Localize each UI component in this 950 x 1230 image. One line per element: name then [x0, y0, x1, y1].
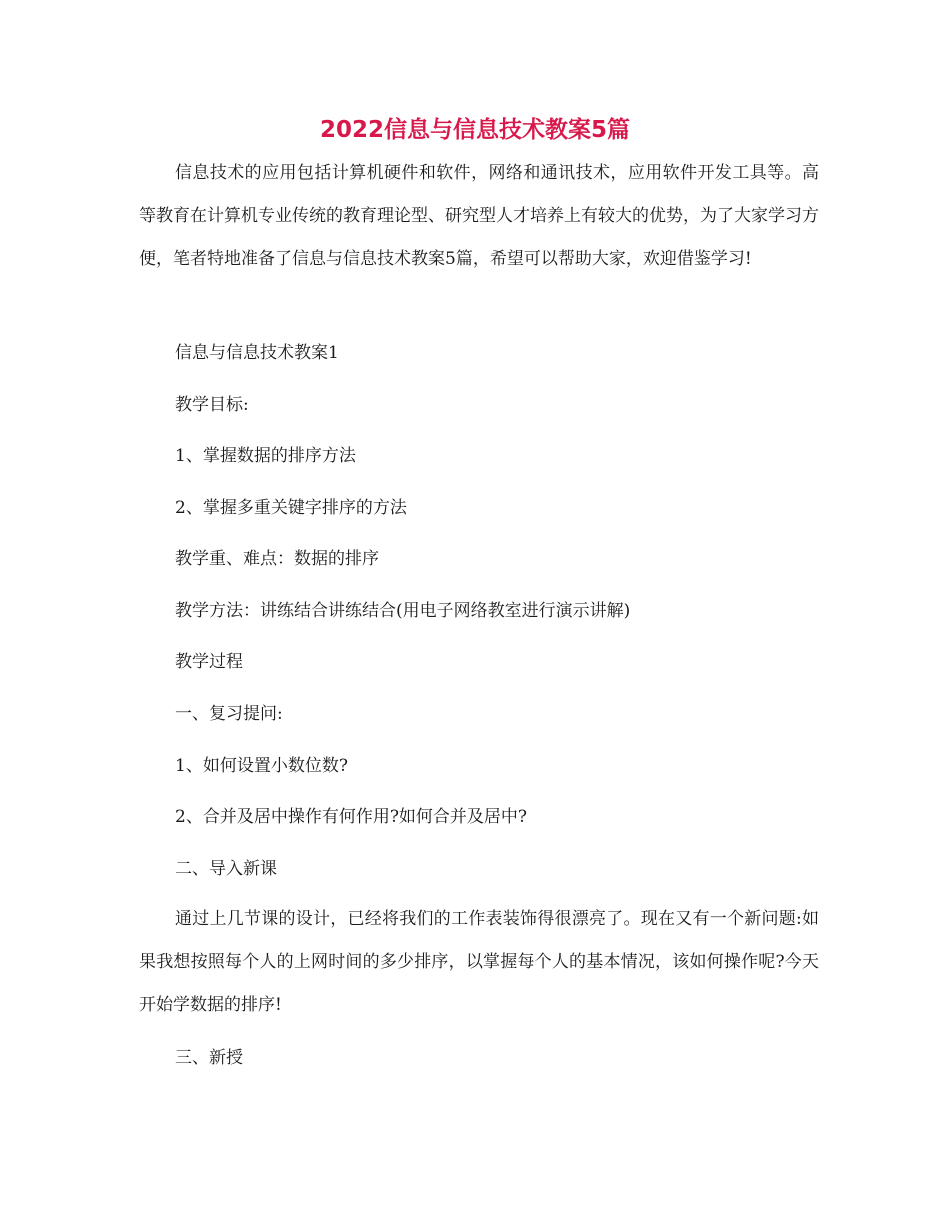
teaching-method: 教学方法：讲练结合讲练结合(用电子网络教室进行演示讲解)	[175, 601, 631, 621]
document-title: 2022信息与信息技术教案5篇	[319, 117, 631, 143]
goal-item-1: 1、掌握数据的排序方法	[175, 446, 356, 466]
review-heading: 一、复习提问:	[175, 704, 283, 724]
section-heading: 信息与信息技术教案1	[175, 343, 339, 363]
goal-item-2: 2、掌握多重关键字排序的方法	[175, 498, 407, 518]
new-lesson-heading: 三、新授	[175, 1048, 243, 1068]
review-question-1: 1、如何设置小数位数?	[175, 756, 348, 776]
process-heading: 教学过程	[175, 652, 243, 672]
goals-label: 教学目标:	[175, 395, 249, 415]
key-points: 教学重、难点：数据的排序	[175, 549, 379, 569]
intro-lesson-heading: 二、导入新课	[175, 859, 277, 879]
review-question-2: 2、合并及居中操作有何作用?如何合并及居中?	[175, 807, 528, 827]
intro-paragraph: 信息技术的应用包括计算机硬件和软件，网络和通讯技术，应用软件开发工具等。高等教育在计算机专业传统的教育理论型、研究型人才培养上有较大的优势，为了大家学习方便，笔者特地准备了信息与信息技术教案5篇，希望可以帮助大家，欢迎借鉴学习!	[139, 163, 819, 269]
intro-lesson-paragraph: 通过上几节课的设计，已经将我们的工作表装饰得很漂亮了。现在又有一个新问题:如果我想按照每个人的上网时间的多少排序，以掌握每个人的基本情况，该如何操作呢?今天开始学数据的排序!	[139, 909, 819, 1015]
